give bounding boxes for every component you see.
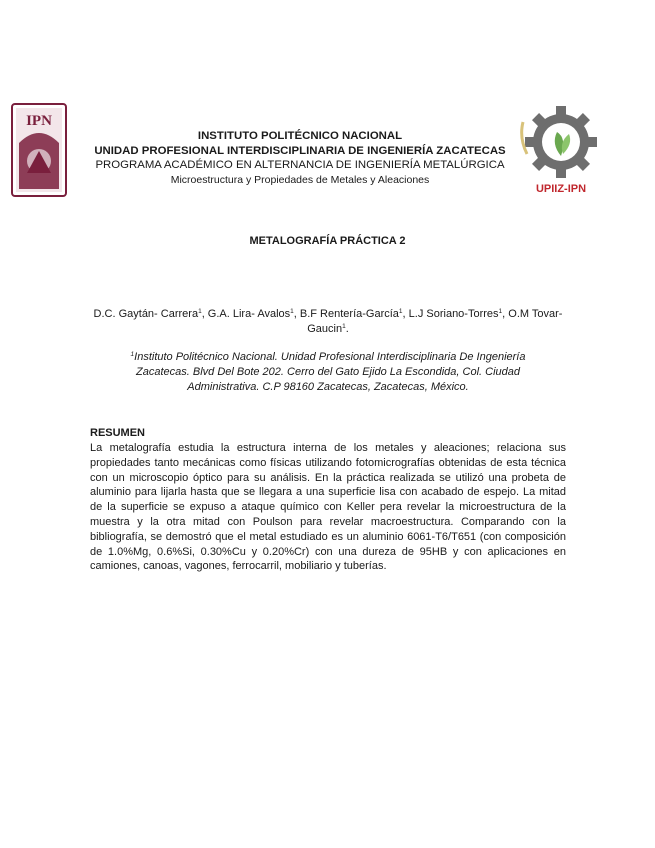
author-1-sup: 1 (198, 308, 202, 315)
header-line-4: Microestructura y Propiedades de Metales y Aleaciones (170, 173, 430, 186)
author-list-end: . (345, 323, 349, 335)
author-list (88, 307, 568, 337)
author-3-sup: 1 (398, 308, 403, 315)
author-3: , B.F Rentería-García (293, 308, 399, 320)
ipn-logo (11, 103, 67, 197)
ipn-logo-text: IPN (26, 113, 52, 129)
affiliation-text: Instituto Politécnico Nacional. Unidad Profesional Interdisciplinaria De Ingeniería Zacatecas. Blvd Del Bote 202. Cerro del Gato Ejido La Escondida, Col. Ciudad Administrativa. C.P 98160 Zacatecas, Zacatecas, México. (134, 351, 526, 393)
affiliation (108, 350, 548, 395)
author-2: , G.A. Lira- Avalos (201, 308, 291, 320)
affiliation-sup: 1 (130, 351, 135, 358)
header-line-2: UNIDAD PROFESIONAL INTERDISCIPLINARIA DE INGENIERÍA ZACATECAS (94, 144, 506, 157)
abstract-heading: RESUMEN (90, 427, 146, 439)
abstract-body: La metalografía estudia la estructura interna de los metales y aleaciones; relaciona sus propiedades tanto mecánicas como físicas utilizando fotomicrografías obtenidas de esta técnica con un microscopio óptico para su análisis. En la práctica realizada se utilizó una probeta de aluminio para lijarla hasta que se llegara a una superficie lisa con acabado de espejo. La mitad de la superficie se expuso a ataque químico con Keller pera revelar la microestructura de la muestra y la otra mitad con Poulson para revelar macroestructura. Comparando con la bibliografía, se demostró que el metal estudiado es un aluminio 6061-T6/T651 (con composición de 1.0%Mg, 0.6%Si, 0.30%Cu y 0.20%Cr) con una dureza de 95HB y con aplicaciones en camiones, canoas, vagones, ferrocarril, mobiliario y tuberías. (90, 442, 566, 573)
author-4: , L.J Soriano-Torres (402, 308, 499, 320)
institution-header (80, 129, 520, 187)
paper-title: METALOGRAFÍA PRÁCTICA 2 (249, 235, 406, 247)
header-line-1: INSTITUTO POLITÉCNICO NACIONAL (197, 130, 403, 142)
author-2-sup: 1 (290, 308, 294, 315)
upiiz-logo (515, 102, 605, 198)
author-4-sup: 1 (498, 308, 503, 315)
header-line-3: PROGRAMA ACADÉMICO EN ALTERNANCIA DE INGENIERÍA METALÚRGICA (95, 159, 505, 171)
author-1: D.C. Gaytán- Carrera (93, 308, 199, 320)
author-5-sup: 1 (342, 323, 346, 330)
author-5: , O.M Tovar-Gaucin (307, 308, 563, 335)
upiiz-logo-text: UPIIZ-IPN (535, 183, 587, 195)
